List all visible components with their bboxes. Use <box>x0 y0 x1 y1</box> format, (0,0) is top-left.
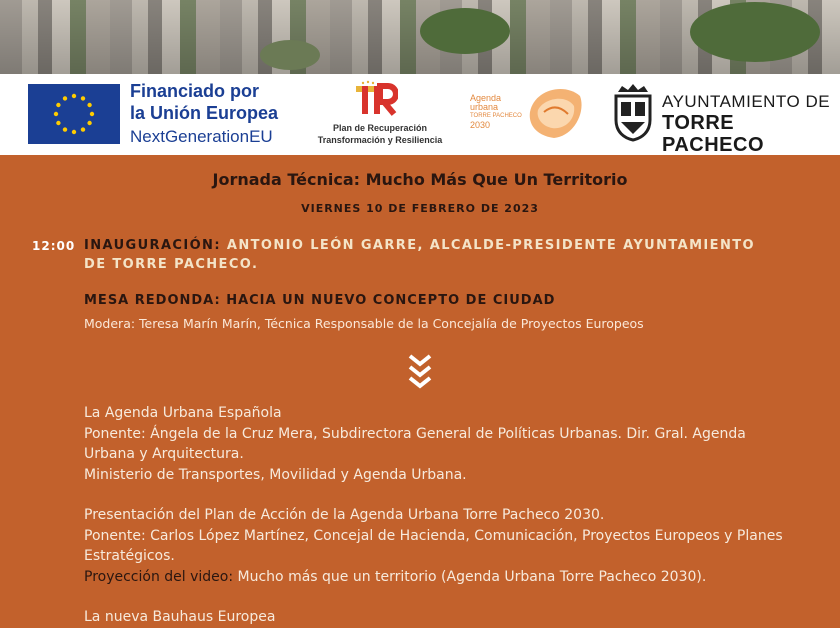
tr-line-1: Plan de Recuperación <box>332 123 428 133</box>
talk-1 <box>84 403 784 485</box>
eu-flag-icon <box>28 84 120 144</box>
talk-2 <box>84 505 784 587</box>
eu-line-3: NextGenerationEU <box>130 127 273 146</box>
ayto-line-1: AYUNTAMIENTO DE <box>662 92 831 111</box>
town-aerial-photo <box>0 0 840 74</box>
recovery-plan-text <box>300 122 460 146</box>
agenda-line-1: Agenda <box>470 93 502 103</box>
talk-2-speaker: Ponente: Carlos López Martínez, Concejal de Hacienda, Comunicación, Proyectos Europeos y Planes Estratégicos. <box>84 527 783 564</box>
ayto-line-2: TORRE PACHECO <box>662 112 765 156</box>
eu-line-1: Financiado por <box>130 81 260 101</box>
video-line <box>84 567 784 588</box>
video-title: Mucho más que un territorio (Agenda Urbana Torre Pacheco 2030). <box>237 568 707 585</box>
agenda-line-3: TORRE PACHECO <box>470 113 522 119</box>
recovery-plan-logo <box>354 80 398 124</box>
town-hall-name <box>662 92 840 156</box>
event-date: VIERNES 10 DE FEBRERO DE 2023 <box>301 202 539 215</box>
eu-line-2: la Unión Europea <box>130 103 279 123</box>
agenda-line-4: 2030 <box>470 120 491 130</box>
agenda-urbana-logo <box>470 80 590 146</box>
agenda-line-2: urbana <box>470 102 499 112</box>
talk-2-title: Presentación del Plan de Acción de la Agenda Urbana Torre Pacheco 2030. <box>84 507 605 523</box>
eu-funding-text <box>130 80 278 148</box>
round-table-heading: MESA REDONDA: HACIA UN NUEVO CONCEPTO DE CIUDAD <box>84 293 556 308</box>
moderator-line: Modera: Teresa Marín Marín, Técnica Responsable de la Concejalía de Proyectos Europeos <box>84 316 644 331</box>
talk-1-org: Ministerio de Transportes, Movilidad y Agenda Urbana. <box>84 466 467 483</box>
town-coat-of-arms-icon <box>612 82 654 142</box>
inauguration-text: ANTONIO LEÓN GARRE, ALCALDE-PRESIDENTE AYUNTAMIENTO DE TORRE PACHECO. <box>84 238 755 272</box>
chevron-down-icon <box>406 352 434 394</box>
tr-line-2: Transformación y Resiliencia <box>317 135 443 145</box>
talk-3-title: La nueva Bauhaus Europea <box>84 609 276 625</box>
agenda-text <box>470 94 522 130</box>
video-label: Proyección del video: <box>84 568 234 585</box>
talk-1-speaker: Ponente: Ángela de la Cruz Mera, Subdirectora General de Políticas Urbanas. Dir. Gral. Agenda Urbana y Arquitectura. <box>84 425 746 462</box>
talk-1-title: La Agenda Urbana Española <box>84 405 282 421</box>
event-title: Jornada Técnica: Mucho Más Que Un Territorio <box>212 170 628 189</box>
inauguration-item <box>84 236 764 274</box>
inauguration-label: INAUGURACIÓN: <box>84 238 221 253</box>
sponsor-logos-bar <box>0 74 840 155</box>
session-time: 12:00 <box>32 239 76 253</box>
talk-3 <box>84 607 784 628</box>
